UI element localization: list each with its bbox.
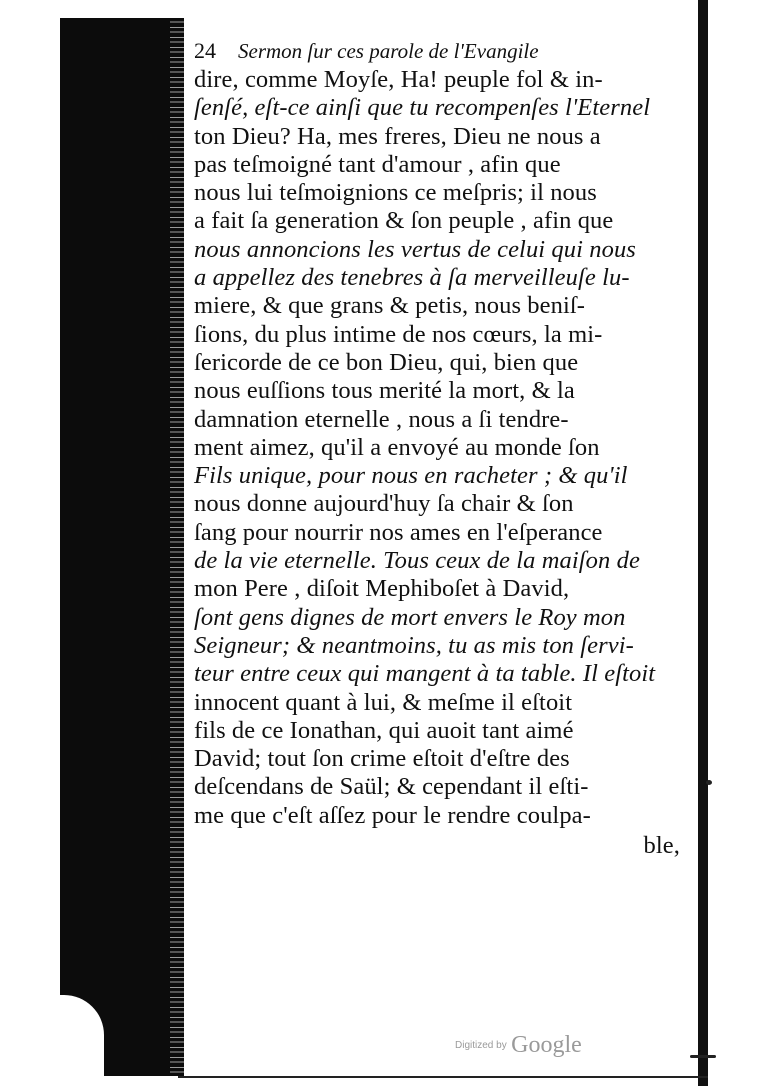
text-line: ſont gens dignes de mort envers le Roy mon <box>194 603 626 631</box>
text-line: pas teſmoigné tant d'amour , afin que <box>194 150 561 178</box>
running-header <box>194 36 694 66</box>
text-line: David; tout ſon crime eſtoit d'eſtre des <box>194 745 570 773</box>
text-line: a appellez des tenebres à ſa merveilleuſe lu- <box>194 264 630 292</box>
digitized-label: Digitized by <box>455 1040 507 1051</box>
page-number: 24 <box>194 38 216 63</box>
text-line: mon Pere , diſoit Mephiboſet à David, <box>194 575 570 603</box>
text-line: a fait ſa generation & ſon peuple , afin que <box>194 207 614 235</box>
text-line: nous euſſions tous merité la mort, & la <box>194 377 575 405</box>
book-spine-shadow <box>60 18 178 1076</box>
google-brand: Google <box>511 1032 582 1058</box>
ink-smudge <box>690 1055 716 1058</box>
ink-speck <box>706 780 712 785</box>
text-line: fils de ce Ionathan, qui auoit tant aimé <box>194 716 574 744</box>
running-title: Sermon ſur ces parole de l'Evangile <box>238 39 539 63</box>
text-line: me que c'eſt aſſez pour le rendre coulpa- <box>194 801 591 829</box>
text-line: ment aimez, qu'il a envoyé au monde ſon <box>194 433 600 461</box>
text-line: ſenſé, eſt-ce ainſi que tu recompenſes l'Eternel <box>194 94 651 122</box>
spine-edge-texture <box>170 18 184 1076</box>
text-line: dire, comme Moyſe, Ha! peuple fol & in- <box>194 66 603 93</box>
text-line: deſcendans de Saül; & cependant il eſti- <box>194 773 589 801</box>
text-line: ſericorde de ce bon Dieu, qui, bien que <box>194 348 579 376</box>
catchword: ble, <box>643 832 680 860</box>
page-right-edge <box>698 0 708 1086</box>
text-line: Seigneur; & neantmoins, tu as mis ton ſervi- <box>194 631 634 659</box>
text-line: teur entre ceux qui mangent à ta table. Il eſtoit <box>194 660 656 688</box>
page-text-block <box>194 36 694 860</box>
text-line: ſions, du plus intime de nos cœurs, la mi- <box>194 320 603 348</box>
text-line: nous annoncions les vertus de celui qui nous <box>194 235 636 263</box>
digitized-by-google-watermark <box>455 1032 615 1066</box>
text-line: de la vie eternelle. Tous ceux de la maiſon de <box>194 547 640 575</box>
text-line: ton Dieu? Ha, mes freres, Dieu ne nous a <box>194 122 601 150</box>
page-bottom-edge <box>178 1076 708 1078</box>
text-line: ſang pour nourrir nos ames en l'eſperance <box>194 518 603 546</box>
text-line: innocent quant à lui, & meſme il eſtoit <box>194 688 573 716</box>
text-line: miere, & que grans & petis, nous beniſ- <box>194 292 586 320</box>
text-line: Fils unique, pour nous en racheter ; & qu'il <box>194 462 628 490</box>
text-line: damnation eternelle , nous a ſi tendre- <box>194 405 569 433</box>
text-line: nous donne aujourd'huy ſa chair & ſon <box>194 490 574 518</box>
text-line: nous lui teſmoignions ce meſpris; il nous <box>194 179 597 207</box>
